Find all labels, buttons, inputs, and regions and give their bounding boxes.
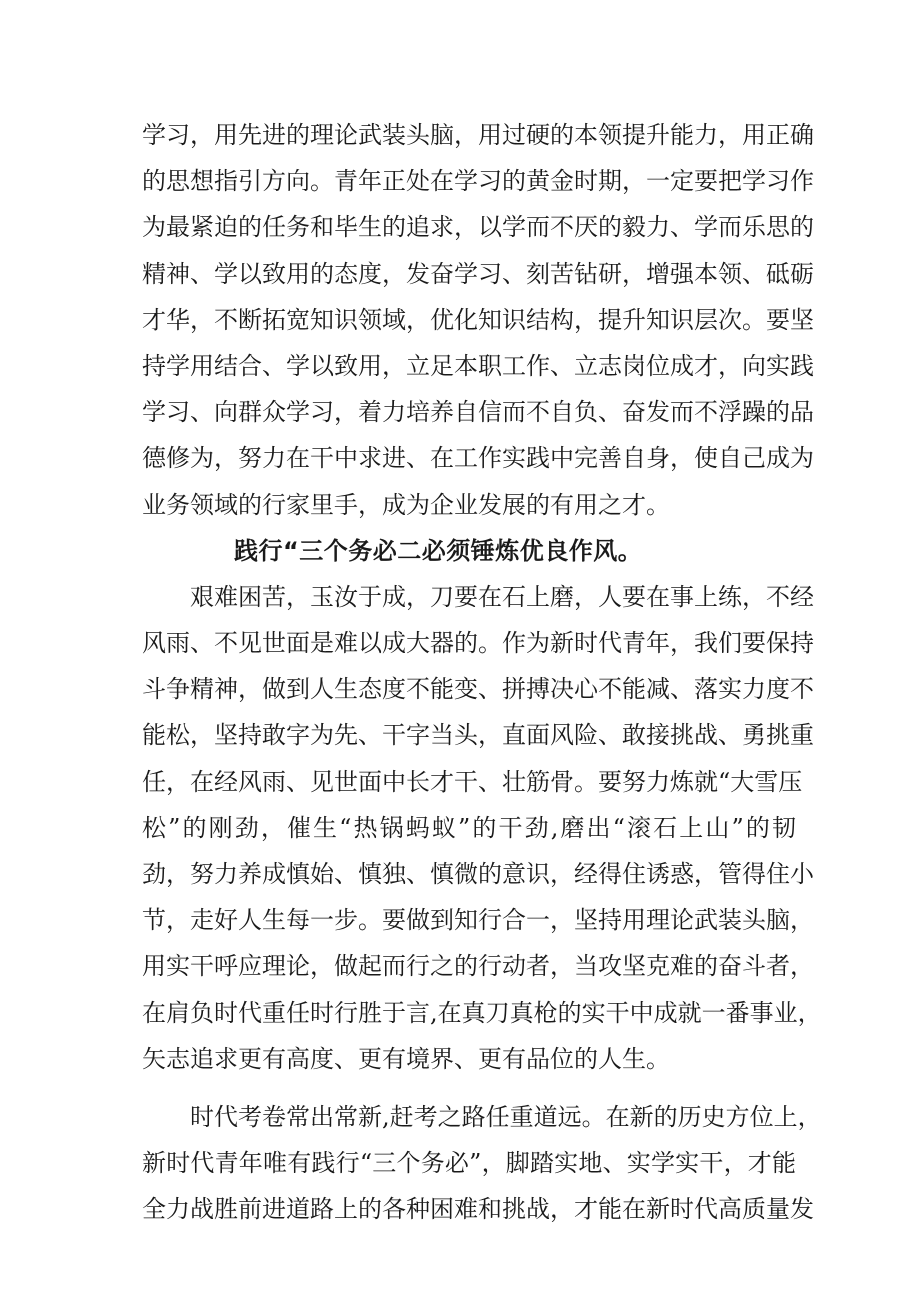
text-line: 新时代青年唯有践行“三个务必”，脚踏实地、实学实干，才能 — [142, 1149, 796, 1178]
text-line: 任，在经风雨、见世面中长才干、壮筋骨。要努力炼就“大雪压 — [142, 767, 803, 796]
text-line: 的思想指引方向。青年正处在学习的黄金时期，一定要把学习作 — [142, 167, 814, 196]
text-line: 学习，用先进的理论武装头脑，用过硬的本领提升能力，用正确 — [142, 121, 814, 149]
text-line: 业务领域的行家里手，成为企业发展的有用之才。 — [142, 490, 670, 519]
text-line: 艰难困苦，玉汝于成，刀要在石上磨，人要在事上练，不经 — [190, 582, 814, 611]
text-line: 风雨、不见世面是难以成大器的。作为新时代青年，我们要保持 — [142, 629, 814, 658]
paragraph-conclusion — [142, 1094, 822, 1233]
text-line: 才华，不断拓宽知识领域，优化知识结构，提升知识层次。要坚 — [142, 305, 814, 334]
text-line: 在肩负时代重任时行胜于言,在真刀真枪的实干中成就一番事业， — [142, 998, 822, 1027]
paragraph-study — [142, 112, 814, 528]
text-line: 节，走好人生每一步。要做到知行合一，坚持用理论武装头脑， — [142, 906, 814, 935]
text-line: 斗争精神，做到人生态度不能变、拼搏决心不能减、落实力度不 — [142, 675, 814, 704]
text-line: 劲，努力养成慎始、慎独、慎微的意识，经得住诱惑，管得住小 — [142, 860, 814, 888]
text-line: 用实干呼应理论，做起而行之的行动者，当攻坚克难的奋斗者， — [142, 952, 814, 981]
paragraph-style — [142, 574, 822, 1082]
section-heading: 践行“三个务必二必须锤炼优良作风。 — [234, 536, 643, 565]
text-line: 为最紧迫的任务和毕生的追求，以学而不厌的毅力、学而乐思的 — [142, 213, 814, 242]
text-line: 德修为，努力在干中求进、在工作实践中完善自身，使自己成为 — [142, 444, 814, 473]
document-page — [142, 112, 822, 1233]
text-line: 时代考卷常出常新,赶考之路任重道远。在新的历史方位上， — [190, 1102, 822, 1131]
text-line: 持学用结合、学以致用，立足本职工作、立志岗位成才，向实践 — [142, 351, 814, 380]
text-line: 松”的刚劲，催生“热锅蚂蚁”的干劲,磨出“滚石上山”的韧 — [142, 813, 796, 842]
text-line: 矢志追求更有高度、更有境界、更有品位的人生。 — [142, 1044, 670, 1073]
text-line: 精神、学以致用的态度，发奋学习、刻苦钻研，增强本领、砥砺 — [142, 259, 814, 288]
paragraph-gap — [142, 1082, 796, 1094]
text-line: 学习、向群众学习，着力培养自信而不自负、奋发而不浮躁的品 — [142, 398, 814, 427]
text-line: 能松，坚持敢字为先、干字当头，直面风险、敢接挑战、勇挑重 — [142, 721, 814, 750]
text-line: 全力战胜前进道路上的各种困难和挑战，才能在新时代高质量发 — [142, 1195, 814, 1224]
